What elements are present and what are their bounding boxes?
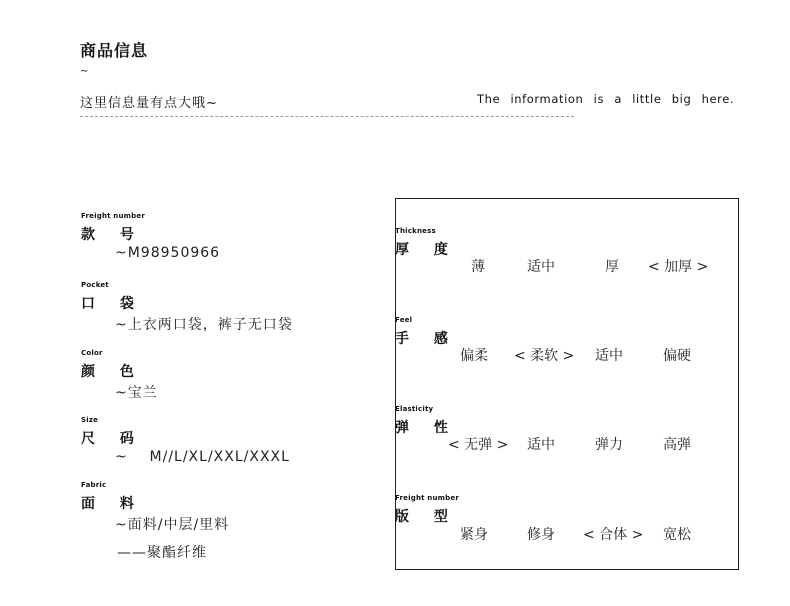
attribute-option: 适中 [527, 259, 555, 275]
attribute-option-selected: < 合体 > [583, 527, 644, 543]
detail-en-label: Pocket [81, 281, 109, 289]
detail-value: ~上衣两口袋，裤子无口袋 [115, 317, 293, 333]
dashed-divider [80, 116, 574, 117]
detail-cn-label: 口 袋 [81, 296, 144, 312]
detail-cn-label: 面 料 [81, 496, 144, 512]
detail-cn-label: 颜 色 [81, 364, 144, 380]
attribute-cn-label: 弹 性 [395, 420, 458, 436]
attribute-cn-label: 手 感 [395, 331, 458, 347]
detail-value: ~面料/中层/里料 [115, 517, 230, 533]
detail-size [81, 416, 290, 465]
attribute-option-selected: < 无弹 > [448, 437, 509, 453]
attribute-option: 偏硬 [663, 348, 691, 364]
attribute-option: 厚 [605, 259, 619, 275]
attribute-feel [395, 316, 458, 348]
attribute-option-selected: < 柔软 > [514, 348, 575, 364]
attribute-option: 紧身 [460, 527, 488, 543]
attribute-option-selected: < 加厚 > [648, 259, 709, 275]
attribute-en-label: Thickness [395, 227, 436, 235]
attribute-en-label: Elasticity [395, 405, 434, 413]
detail-cn-label: 尺 码 [81, 431, 144, 447]
attribute-fit [395, 494, 459, 526]
detail-en-label: Freight number [81, 212, 145, 220]
attribute-option: 偏柔 [460, 348, 488, 364]
detail-cn-label: 款 号 [81, 227, 144, 243]
attribute-option: 宽松 [663, 527, 691, 543]
detail-en-label: Size [81, 416, 99, 424]
attribute-elasticity [395, 405, 458, 437]
detail-value: ~ M//L/XL/XXL/XXXL [115, 449, 290, 465]
attribute-cn-label: 厚 度 [395, 242, 458, 258]
attribute-option: 高弹 [663, 437, 691, 453]
intro-chinese: 这里信息量有点大哦~ [80, 96, 218, 111]
detail-fabric [81, 481, 229, 562]
detail-freight-number [81, 212, 220, 261]
attribute-en-label: Feel [395, 316, 413, 324]
detail-value: ——聚酯纤维 [117, 545, 207, 561]
attribute-option: 薄 [471, 259, 485, 275]
title-tilde: ~ [80, 66, 89, 77]
attribute-cn-label: 版 型 [395, 509, 458, 525]
attribute-en-label: Freight number [395, 494, 459, 502]
detail-en-label: Color [81, 349, 103, 357]
attribute-option: 弹力 [595, 437, 623, 453]
intro-english: The information is a little big here. [477, 92, 735, 106]
detail-en-label: Fabric [81, 481, 107, 489]
attribute-option: 适中 [595, 348, 623, 364]
attribute-option: 适中 [527, 437, 555, 453]
attribute-thickness [395, 227, 458, 259]
detail-color [81, 349, 158, 402]
detail-value: ~宝兰 [115, 385, 158, 401]
detail-value: ~M98950966 [115, 245, 221, 261]
detail-pocket [81, 281, 293, 334]
page-title: 商品信息 [80, 41, 149, 60]
attribute-option: 修身 [527, 527, 555, 543]
